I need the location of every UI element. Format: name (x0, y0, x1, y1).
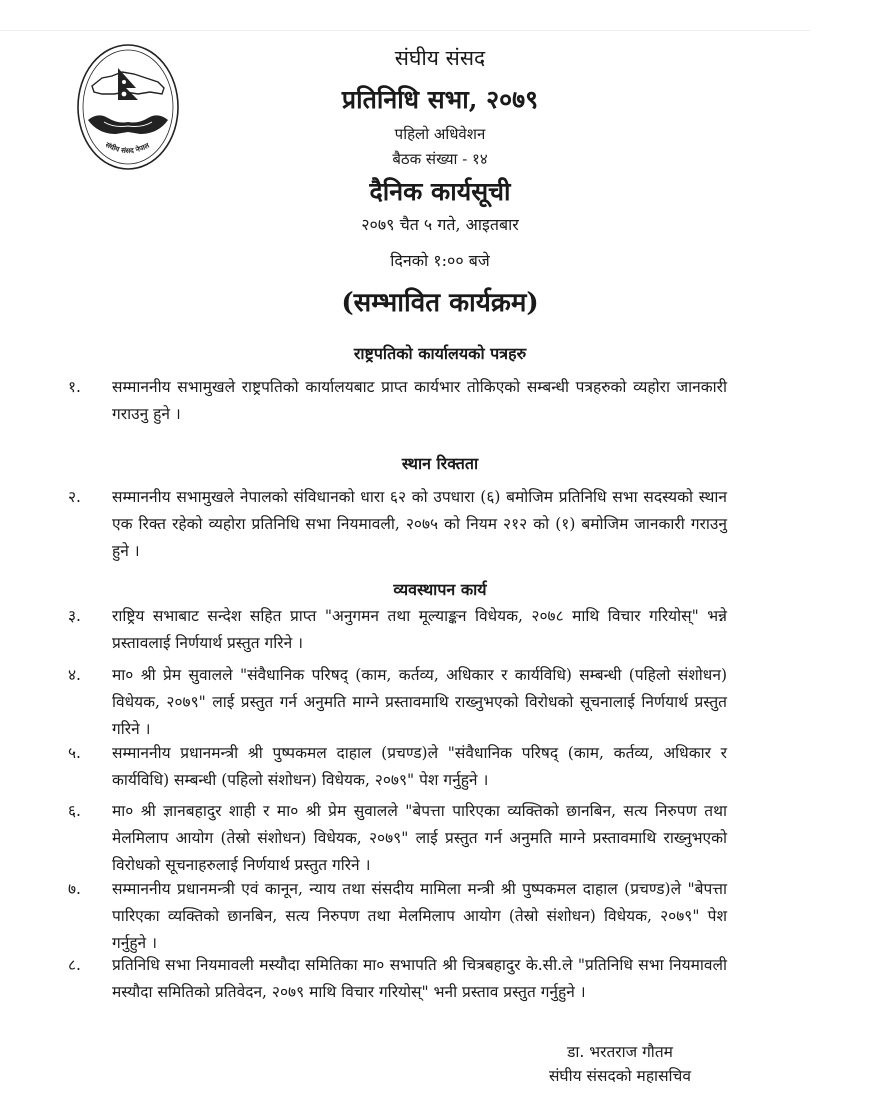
item-number: ४. (68, 666, 81, 684)
item-text: सम्माननीय सभामुखले नेपालको संविधानको धारा ६२ को उपधारा (६) बमोजिम प्रतिनिधि सभा सदस्यको स्थान एक रिक्त रहेको व्यहोरा प्रतिनिधि सभा नियमावली, २०७५ को नियम २१२ को (१) बमोजिम जानकारी गराउनु हुने । (112, 488, 727, 560)
house-title: प्रतिनिधि सभा, २०७९ (341, 85, 539, 114)
item-text: मा० श्री ज्ञानबहादुर शाही र मा० श्री प्रेम सुवालले "बेपत्ता पारिएका व्यक्तिको छानबिन, सत्य निरुपण तथा मेलमिलाप आयोग (तेस्रो संशोधन) विधेयक, २०७९" लाई प्रस्तुत गर्न अनुमति माग्ने प्रस्तावमाथि राख्नुभएको विरोधको सूचनाहरुलाई निर्णयार्थ प्रस्तुत गरिने । (112, 802, 727, 874)
item-number: ७. (68, 880, 81, 898)
item-number: ३. (68, 607, 81, 625)
item-text: राष्ट्रिय सभाबाट सन्देश सहित प्राप्त "अनुगमन तथा मूल्याङ्कन विधेयक, २०७८ माथि विचार गरियोस्" भन्ने प्रस्तावलाई निर्णयार्थ प्रस्तुत गरिने । (112, 607, 727, 652)
page-title: दैनिक कार्यसूची (369, 177, 511, 206)
item-number: ६. (68, 802, 81, 820)
item-number: १. (68, 378, 81, 396)
parliament-emblem-icon (74, 42, 182, 172)
meeting-number: बैठक संख्या - १४ (392, 150, 488, 168)
section-heading-vacancy: स्थान रिक्तता (401, 454, 479, 473)
item-text: मा० श्री प्रेम सुवालले "संवैधानिक परिषद् (काम, कर्तव्य, अधिकार र कार्यविधि) सम्बन्धी (पहिलो संशोधन) विधेयक, २०७९" लाई प्रस्तुत गर्न अनुमति माग्ने प्रस्तावमाथि राख्नुभएको विरोधको सूचनालाई निर्णयार्थ प्रस्तुत गरिने । (112, 666, 727, 738)
meeting-time: दिनको १:०० बजे (390, 251, 490, 270)
emblem-text: संघीय संसद नेपाल (104, 140, 151, 156)
signatory-title: संघीय संसदको महासचिव (548, 1067, 692, 1085)
parliament-name: संघीय संसद (394, 46, 486, 70)
item-text: प्रतिनिधि सभा नियमावली मस्यौदा समितिका मा० सभापति श्री चित्रबहादुर के.सी.ले "प्रतिनिधि सभा नियमावली मस्यौदा समितिको प्रतिवेदन, २०७९ माथि विचार गरियोस्" भनी प्रस्ताव प्रस्तुत गर्नुहुने । (112, 956, 727, 1001)
program-label: (सम्भावित कार्यक्रम) (341, 288, 539, 318)
session-label: पहिलो अधिवेशन (394, 125, 486, 143)
item-number: ५. (68, 744, 81, 762)
meeting-date: २०७९ चैत ५ गते, आइतबार (361, 215, 519, 234)
section-heading-legislative: व्यवस्थापन कार्य (393, 580, 487, 599)
item-text: सम्माननीय प्रधानमन्त्री श्री पुष्पकमल दाहाल (प्रचण्ड)ले "संवैधानिक परिषद् (काम, कर्तव्य, अधिकार र कार्यविधि) सम्बन्धी (पहिलो संशोधन) विधेयक, २०७९" पेश गर्नुहुने । (112, 744, 727, 789)
item-text: सम्माननीय सभामुखले राष्ट्रपतिको कार्यालयबाट प्राप्त कार्यभार तोकिएको सम्बन्धी पत्रहरुको व्यहोरा जानकारी गराउनु हुने । (112, 378, 727, 423)
top-divider (0, 30, 810, 31)
item-text: सम्माननीय प्रधानमन्त्री एवं कानून, न्याय तथा संसदीय मामिला मन्त्री श्री पुष्पकमल दाहाल (प्रचण्ड)ले "बेपत्ता पारिएका व्यक्तिको छानबिन, सत्य निरुपण तथा मेलमिलाप आयोग (तेस्रो संशोधन) विधेयक, २०७९" पेश गर्नुहुने । (112, 880, 727, 952)
item-number: २. (68, 488, 81, 506)
section-heading-president-letters: राष्ट्रपतिको कार्यालयको पत्रहरु (353, 344, 527, 363)
signatory-name: डा. भरतराज गौतम (567, 1043, 673, 1061)
item-number: ८. (68, 956, 81, 974)
